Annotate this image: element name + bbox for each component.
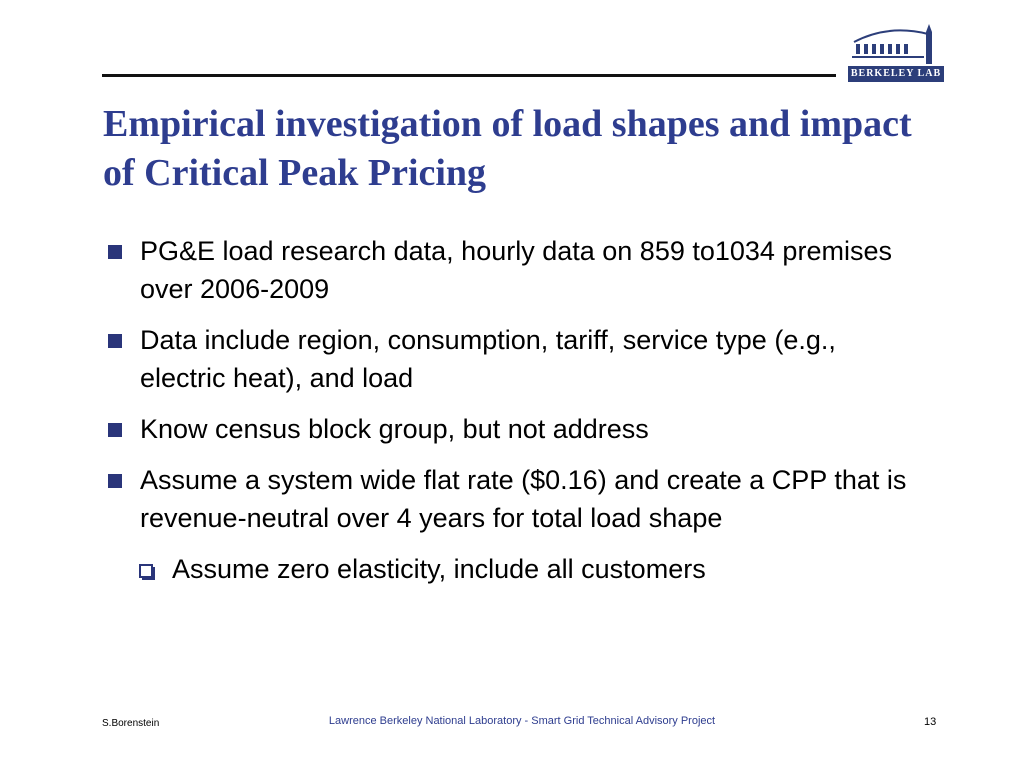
sub-bullet-item bbox=[108, 550, 918, 588]
square-bullet-icon bbox=[108, 245, 122, 259]
square-bullet-icon bbox=[108, 334, 122, 348]
bullet-text: PG&E load research data, hourly data on 859 to1034 premises over 2006-2009 bbox=[140, 236, 892, 304]
slide-title: Empirical investigation of load shapes and impact of Critical Peak Pricing bbox=[103, 103, 912, 194]
bullet-item bbox=[108, 461, 918, 537]
berkeley-lab-logo-icon bbox=[848, 20, 944, 66]
header-rule bbox=[102, 74, 836, 77]
square-bullet-icon bbox=[108, 474, 122, 488]
square-bullet-icon bbox=[108, 423, 122, 437]
footer-organization: Lawrence Berkeley National Laboratory - Smart Grid Technical Advisory Project bbox=[328, 715, 716, 727]
logo-text: BERKELEY LAB bbox=[848, 66, 944, 82]
page-number: 13 bbox=[924, 716, 937, 728]
hollow-square-bullet-icon bbox=[139, 564, 153, 578]
bullet-text: Data include region, consumption, tariff, service type (e.g., electric heat), and load bbox=[140, 325, 836, 393]
berkeley-lab-logo bbox=[848, 20, 944, 82]
bullet-item bbox=[108, 321, 918, 397]
bullet-text: Know census block group, but not address bbox=[140, 414, 649, 444]
bullet-list bbox=[108, 232, 918, 588]
footer-author: S.Borenstein bbox=[102, 718, 160, 729]
bullet-item bbox=[108, 232, 918, 308]
bullet-text: Assume a system wide flat rate ($0.16) and create a CPP that is revenue-neutral over 4 years for total load shape bbox=[140, 465, 907, 533]
bullet-item bbox=[108, 410, 918, 448]
sub-bullet-text: Assume zero elasticity, include all customers bbox=[172, 554, 706, 584]
